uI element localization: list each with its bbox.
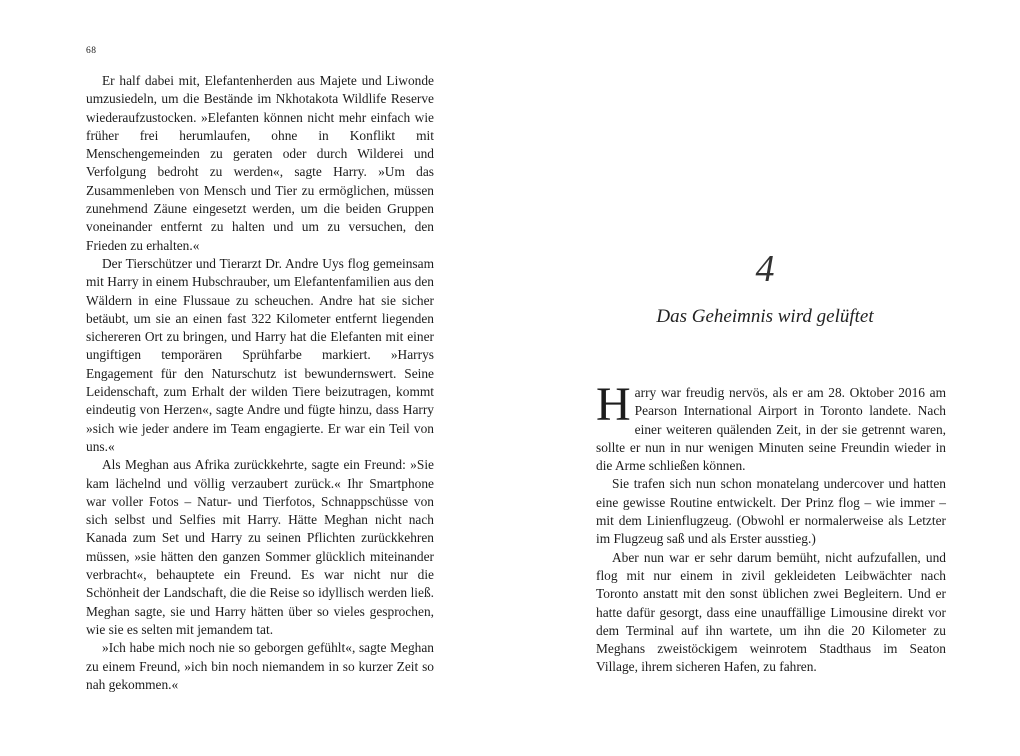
drop-cap: H	[596, 378, 631, 431]
opening-text: arry war freudig nervös, als er am 28. Oktober 2016 am Pearson International Airport in Toronto landete. Nach einer weiteren quälenden Zeit, in der sie getrennt waren, sollte er nun in nur wenigen Minuten seine Freundin wieder in die Arme schließen können.	[596, 385, 946, 474]
left-body-text	[86, 72, 434, 694]
right-body-text	[596, 378, 946, 677]
chapter-title: Das Geheimnis wird gelüftet	[656, 305, 874, 327]
paragraph: Aber nun war er sehr darum bemüht, nicht aufzufallen, und flog mit nur einem in zivil gekleideten Leibwächter nach Toronto anstatt mit den sonst üblichen zwei Begleitern. Und er hatte dafür gesorgt, dass eine unauffällige Limousine direkt vor dem Terminal auf ihn wartete, um ihn die 20 Kilometer zu Meghans zweistöckigem weinrotem Stadthaus im Seaton Village, ihrem sicheren Hafen, zu fahren.	[596, 549, 946, 675]
paragraph: Er half dabei mit, Elefantenherden aus Majete und Liwonde umzusiedeln, um die Bestände im Nkhotakota Wildlife Reserve wiederaufzustocken. »Elefanten können nicht mehr einfach wie früher frei herumlaufen, ohne in Konflikt mit Menschengemeinden zu geraten oder durch Wilderei und Verfolgung bedroht zu werden«, sagte Harry. »Um das Zusammenleben von Mensch und Tier zu ermöglichen, müssen zunehmend Zäune eingesetzt werden, um die beiden Gruppen voneinander entfernt zu halten und um zu versuchen, den Frieden zu erhalten.«	[86, 73, 434, 253]
paragraph: Sie trafen sich nun schon monatelang undercover und hatten eine gewisse Routine entwickelt. Der Prinz flog – wie immer – mit dem Linienflugzeug. (Obwohl er normalerweise als Letzter im Flugzeug saß und als Erster ausstieg.)	[596, 476, 946, 547]
right-page	[510, 0, 1020, 756]
opening-paragraph	[596, 378, 946, 475]
paragraph: Der Tierschützer und Tierarzt Dr. Andre Uys flog gemeinsam mit Harry in einem Hubschrauber, um Elefantenfamilien aus den Wäldern in eine Flussaue zu scheuchen. Andre hat sie sicher betäubt, um sie an einen fast 322 Kilometer entfernt liegenden sichereren Ort zu bringen, und Harry hat die Elefanten mit einer ungiftigen temporären Sprühfarbe markiert. »Harrys Engagement für den Naturschutz ist bewundernswert. Seine Leidenschaft, zum Erhalt der wilden Tiere beizutragen, kommt eindeutig von Herzen«, sagte Andre und fügte hinzu, dass Harry »sich wie jeder andere im Team engagierte. Er war ein Teil von uns.«	[86, 255, 434, 454]
paragraph: »Ich habe mich noch nie so geborgen gefühlt«, sagte Meghan zu einem Freund, »ich bin noch niemandem in so kurzer Zeit so nah gekommen.«	[86, 640, 434, 692]
paragraph: Als Meghan aus Afrika zurückkehrte, sagte ein Freund: »Sie kam lächelnd und völlig verzaubert zurück.« Ihr Smartphone war voller Fotos – Natur- und Tierfotos, Schnappschüsse von sich selbst und Selfies mit Harry. Hätte Meghan nicht nach Kanada zum Set und Harry zu seinen Pflichten zurückkehren müssen, »sie hätten den ganzen Sommer glücklich miteinander verbracht«, behauptete ein Freund. Es war nicht nur die Schönheit der Landschaft, die die Reise so idyllisch werden ließ. Meghan sagte, sie und Harry hätten über so vieles gesprochen, wie sie es selten mit jemandem tat.	[86, 457, 434, 637]
page-number: 68	[86, 46, 97, 56]
chapter-number: 4	[755, 248, 775, 291]
